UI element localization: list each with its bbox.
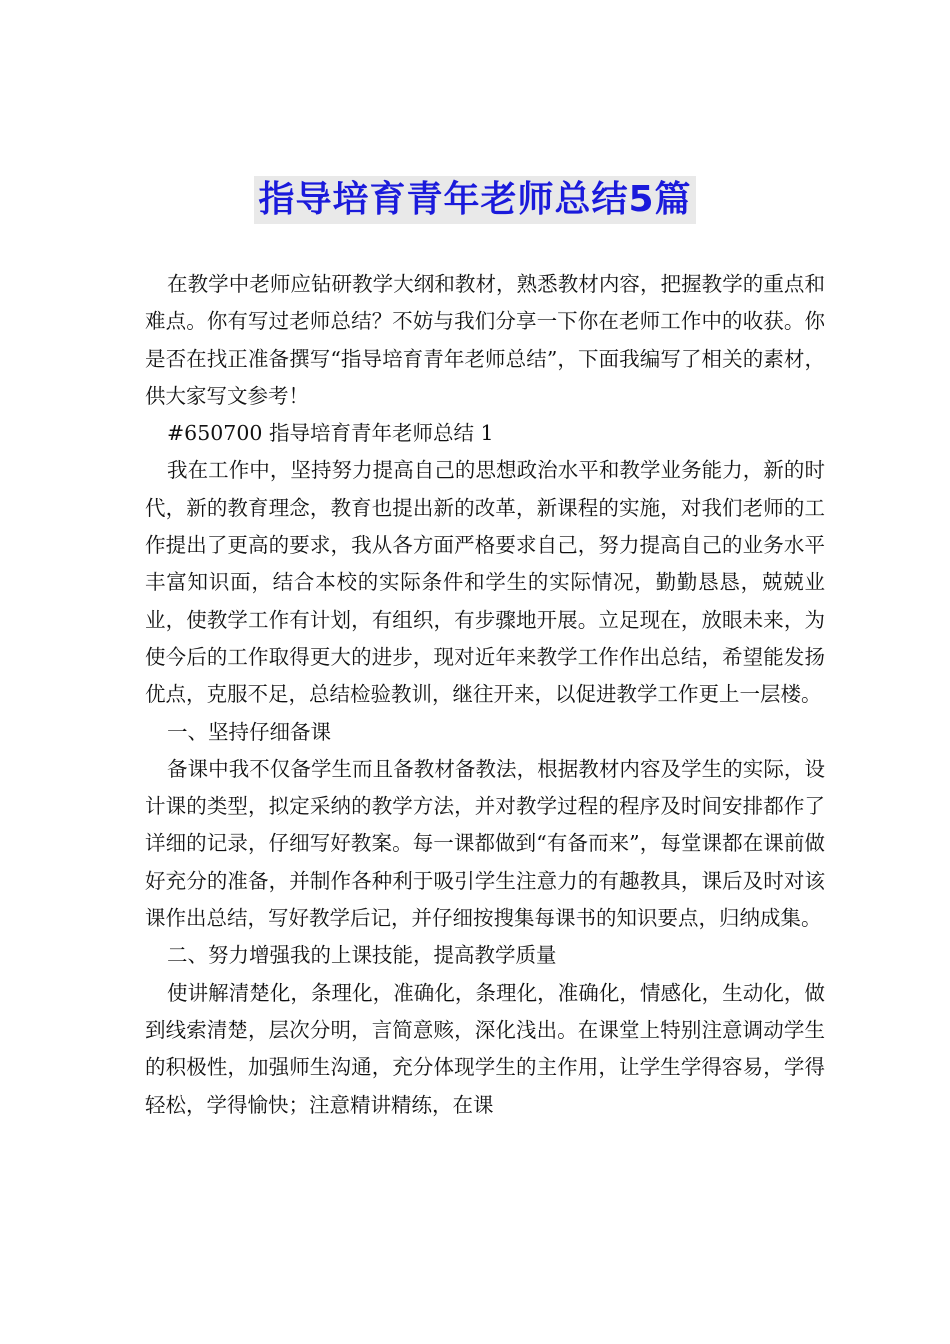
- subheading-teaching-skills: 二、努力增强我的上课技能，提高教学质量: [167, 943, 557, 968]
- section-heading-1: #650700 指导培育青年老师总结 1: [167, 421, 494, 446]
- title-container: [0, 176, 950, 224]
- body-paragraph: 使讲解清楚化，条理化，准确化，条理化，准确化，情感化，生动化，做到线索清楚，层次分明，言简意赅，深化浅出。在课堂上特别注意调动学生的积极性，加强师生沟通，充分体现学生的主作用，让学生学得容易，学得轻松，学得愉快；注意精讲精练，在课: [145, 980, 825, 1117]
- document-title: 指导培育青年老师总结5篇: [254, 176, 695, 224]
- body-paragraph: 备课中我不仅备学生而且备教材备教法，根据教材内容及学生的实际，设计课的类型，拟定采纳的教学方法，并对教学过程的程序及时间安排都作了详细的记录，仔细写好教案。每一课都做到“有备而来”，每堂课都在课前做好充分的准备，并制作各种利于吸引学生注意力的有趣教具，课后及时对该课作出总结，写好教学后记，并仔细按搜集每课书的知识要点，归纳成集。: [145, 756, 825, 931]
- intro-paragraph: 在教学中老师应钻研教学大纲和教材，熟悉教材内容，把握教学的重点和难点。你有写过老师总结？不妨与我们分享一下你在老师工作中的收获。你是否在找正准备撰写“指导培育青年老师总结”，下面我编写了相关的素材，供大家写文参考！: [145, 272, 825, 408]
- document-body: [145, 266, 825, 1124]
- subheading-prepare-lessons: 一、坚持仔细备课: [167, 719, 331, 744]
- body-paragraph: 我在工作中，坚持努力提高自己的思想政治水平和教学业务能力，新的时代，新的教育理念，教育也提出新的改革，新课程的实施，对我们老师的工作提出了更高的要求，我从各方面严格要求自己，努力提高自己的业务水平丰富知识面，结合本校的实际条件和学生的实际情况，勤勤恳恳，兢兢业业，使教学工作有计划，有组织，有步骤地开展。立足现在，放眼未来，为使今后的工作取得更大的进步，现对近年来教学工作作出总结，希望能发扬优点，克服不足，总结检验教训，继往开来，以促进教学工作更上一层楼。: [145, 458, 825, 707]
